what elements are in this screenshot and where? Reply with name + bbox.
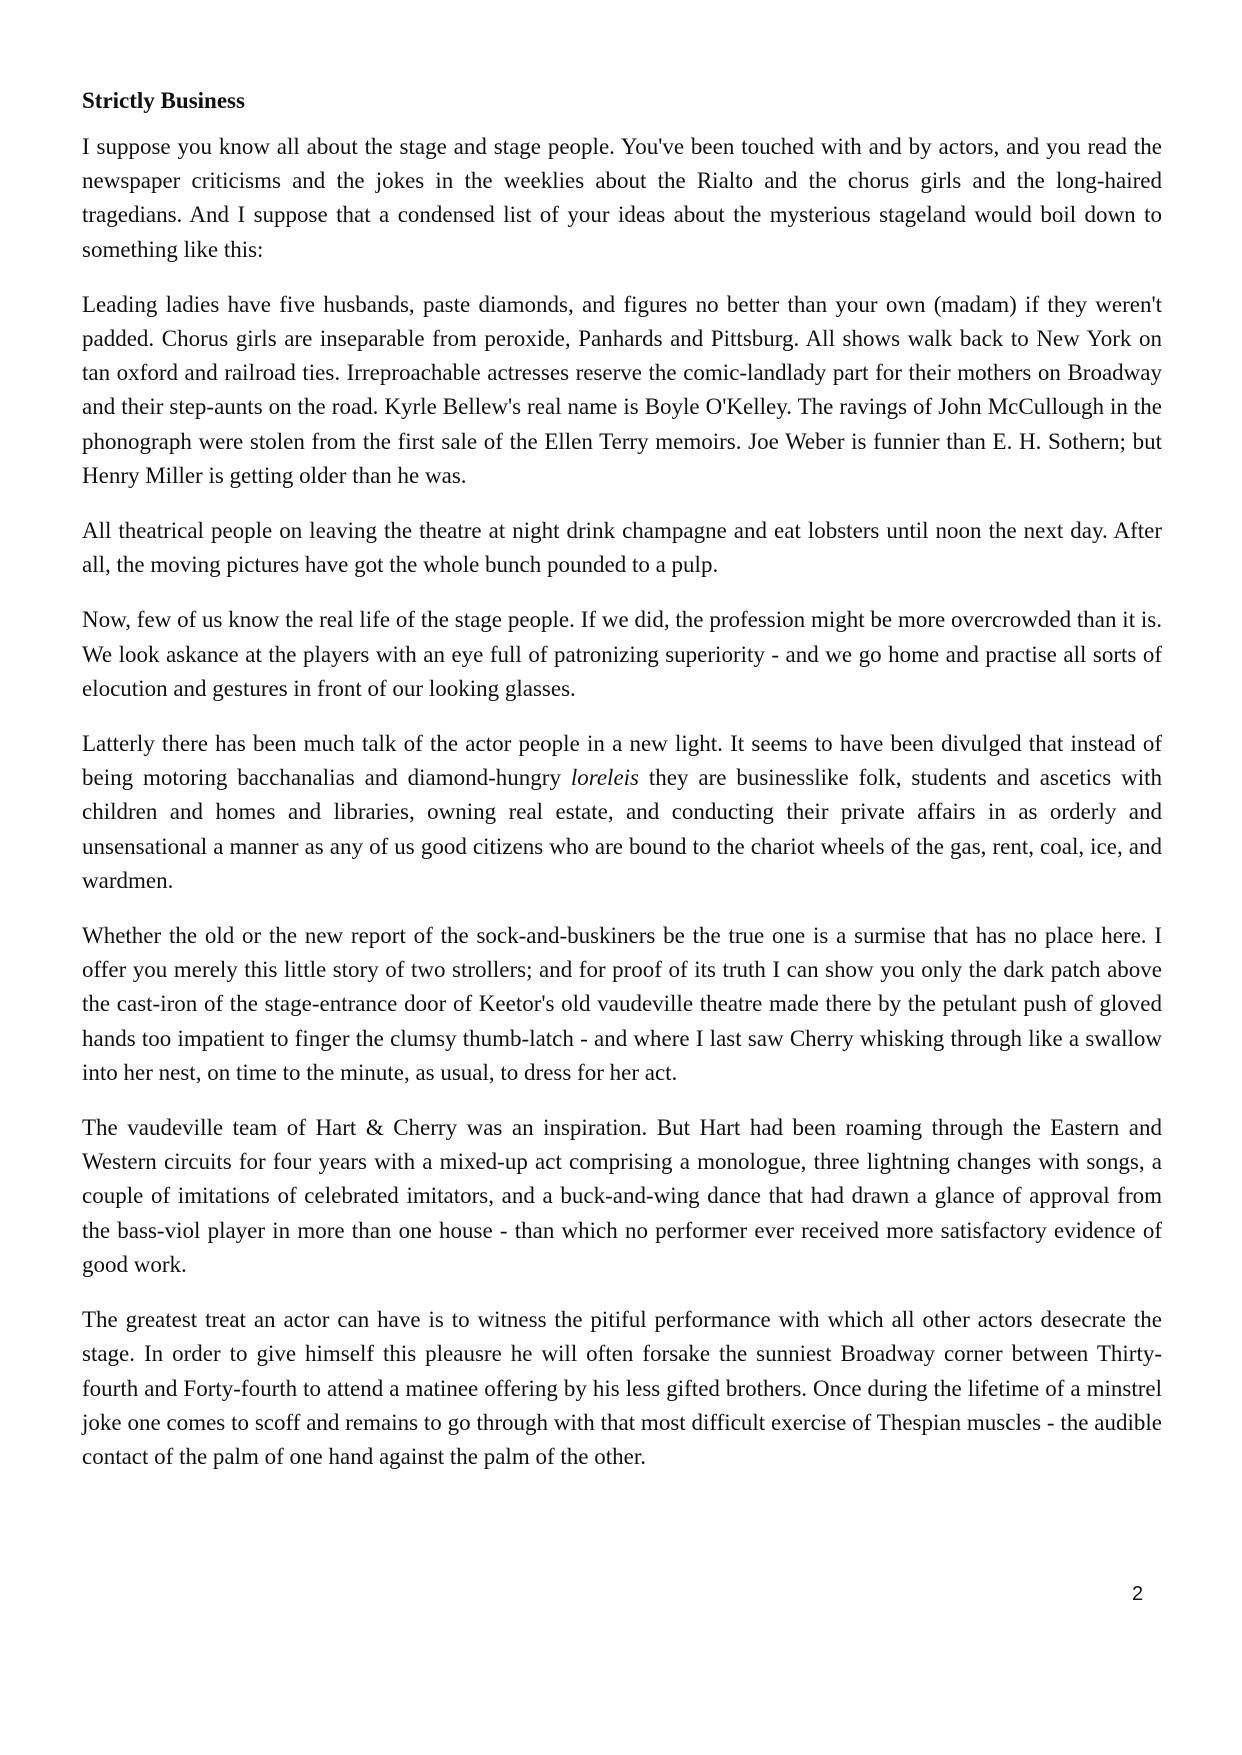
page-number: 2 (1132, 1583, 1144, 1605)
paragraph-4: Now, few of us know the real life of the stage people. If we did, the profession might be more overcrowded than it is. We look askance at the players with an eye full of patronizing superiority - and we go home and practise all sorts of elocution and gestures in front of our looking glasses. (82, 607, 1162, 701)
paragraph-6: Whether the old or the new report of the sock-and-buskiners be the true one is a surmise that has no place here. I offer you merely this little story of two strollers; and for proof of its truth I can show you only the dark patch above the cast-iron of the stage-entrance door of Keetor's old vaudeville theatre made there by the petulant push of gloved hands too impatient to finger the clumsy thumb-latch - and where I last saw Cherry whisking through like a swallow into her nest, on time to the minute, as usual, to dress for her act. (82, 923, 1162, 1085)
paragraph-7: The vaudeville team of Hart & Cherry was an inspiration. But Hart had been roaming through the Eastern and Western circuits for four years with a mixed-up act comprising a monologue, three lightning changes with songs, a couple of imitations of celebrated imitators, and a buck-and-wing dance that had drawn a glance of approval from the bass-viol player in more than one house - than which no performer ever received more satisfactory evidence of good work. (82, 1115, 1162, 1277)
paragraph-5-italic: loreleis (570, 765, 639, 791)
paragraph-2: Leading ladies have five husbands, paste diamonds, and figures no better than your own (madam) if they weren't padded. Chorus girls are inseparable from peroxide, Panhards and Pittsburg. All shows walk back to New York on tan oxford and railroad ties. Irreproachable actresses reserve the comic-landlady part for their mothers on Broadway and their step-aunts on the road. Kyrle Bellew's real name is Boyle O'Kelley. The ravings of John McCullough in the phonograph were stolen from the first sale of the Ellen Terry memoirs. Joe Weber is funnier than E. H. Sothern; but Henry Miller is getting older than he was. (82, 291, 1162, 488)
paragraph-8: The greatest treat an actor can have is to witness the pitiful performance with which all other actors desecrate the stage. In order to give himself this pleausre he will often forsake the sunniest Broadway corner between Thirty-fourth and Forty-fourth to attend a matinee offering by his less gifted brothers. Once during the lifetime of a minstrel joke one comes to scoff and remains to go through with that most difficult exercise of Thespian muscles - the audible contact of the palm of one hand against the palm of the other. (82, 1307, 1162, 1469)
paragraph-1: I suppose you know all about the stage and stage people. You've been touched with and by actors, and you read the newspaper criticisms and the jokes in the weeklies about the Rialto and the chorus girls and the long-haired tragedians. And I suppose that a condensed list of your ideas about the mysterious stageland would boil down to something like this: (82, 134, 1162, 262)
paragraph-5-before: Latterly there has been much talk of the actor people in a new light. It seems to have been divulged that instead of being motoring bacchanalias and diamond-hungry (82, 731, 1162, 791)
document-body (82, 84, 1162, 1495)
document-title: Strictly Business (82, 88, 245, 113)
paragraph-3: All theatrical people on leaving the theatre at night drink champagne and eat lobsters until noon the next day. After all, the moving pictures have got the whole bunch pounded to a pulp. (82, 518, 1162, 578)
paragraph-5 (82, 727, 1162, 898)
paragraph-5-after: they are businesslike folk, students and ascetics with children and homes and libraries, owning real estate, and conducting their private affairs in as orderly and unsensational a manner as any of us good citizens who are bound to the chariot wheels of the gas, rent, coal, ice, and wardmen. (82, 765, 1162, 893)
